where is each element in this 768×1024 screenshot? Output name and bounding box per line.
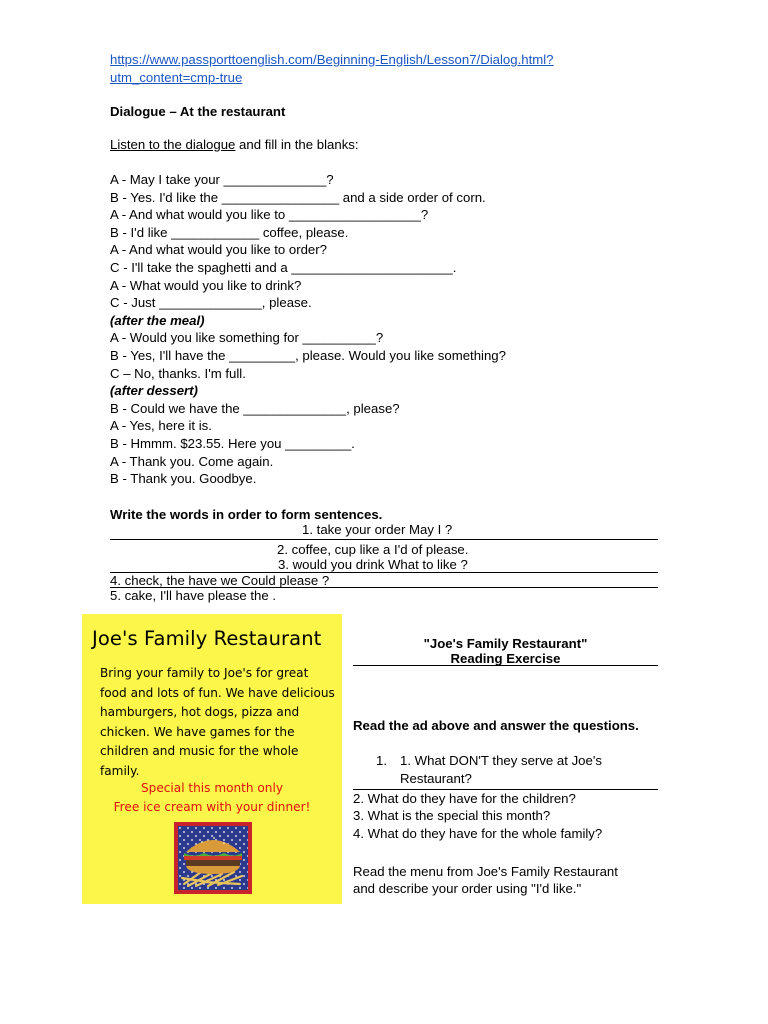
dialogue-line: C - Just ______________, please. xyxy=(110,295,312,311)
dialogue-line: B - Thank you. Goodbye. xyxy=(110,471,257,487)
ad-body: Bring your family to Joe's for great food and lots of fun. We have delicious hamburgers, hot dogs, pizza and chicken. We have games for the children and music for the whole family. xyxy=(100,666,335,778)
dialogue-instruction xyxy=(110,137,359,152)
ad-special-line2: Free ice cream with your dinner! xyxy=(113,800,311,814)
order-item-1: 1. take your order May I ? xyxy=(302,522,453,537)
ad-special-line1: Special this month only xyxy=(140,781,283,795)
restaurant-ad xyxy=(82,614,342,904)
source-link-line1[interactable]: https://www.passporttoenglish.com/Beginning-English/Lesson7/Dialog.html? xyxy=(110,52,554,67)
dialogue-line: C - I'll take the spaghetti and a ______________________. xyxy=(110,260,457,275)
reading-title-line1: "Joe's Family Restaurant" xyxy=(423,636,588,651)
order-section-title: Write the words in order to form sentences. xyxy=(110,507,383,522)
divider xyxy=(353,665,658,666)
question-1-cont: Restaurant? xyxy=(400,771,472,786)
divider xyxy=(353,789,658,790)
dialogue-line: A - Yes, here it is. xyxy=(110,418,212,434)
hamburger-fries-icon xyxy=(174,822,252,894)
instruction-underlined: Listen to the dialogue xyxy=(110,137,236,152)
dialogue-line: B - I'd like ____________ coffee, please. xyxy=(110,224,349,240)
order-item-2: 2. coffee, cup like a I'd of please. xyxy=(277,542,469,557)
stage-direction: (after the meal) xyxy=(110,312,205,328)
dialogue-line: A - And what would you like to order? xyxy=(110,242,327,258)
order-item-3: 3. would you drink What to like ? xyxy=(278,557,468,572)
order-item-5: 5. cake, I'll have please the . xyxy=(110,588,276,603)
reading-title-line2: Reading Exercise xyxy=(450,651,561,666)
dialogue-line: A - And what would you like to __________________? xyxy=(110,207,429,223)
page-heading: Dialogue – At the restaurant xyxy=(110,104,286,119)
ad-title: Joe's Family Restaurant xyxy=(92,627,322,650)
question-4: 4. What do they have for the whole family? xyxy=(353,826,603,841)
question-3: 3. What is the special this month? xyxy=(353,808,551,823)
question-2: 2. What do they have for the children? xyxy=(353,791,576,806)
question-1: 1. What DON'T they serve at Joe's xyxy=(400,753,602,768)
order-item-4: 4. check, the have we Could please ? xyxy=(110,573,330,588)
dialogue-line: B - Yes. I'd like the ________________ and a side order of corn. xyxy=(110,189,486,205)
dialogue-line: B - Yes, I'll have the _________, please. Would you like something? xyxy=(110,348,506,363)
menu-instruction-line1: Read the menu from Joe's Family Restaurant xyxy=(353,864,618,879)
reading-instruction: Read the ad above and answer the questions. xyxy=(353,718,639,733)
question-1-number: 1. xyxy=(376,753,387,768)
menu-instruction-line2: and describe your order using "I'd like." xyxy=(353,881,582,896)
stage-direction: (after dessert) xyxy=(110,383,198,399)
dialogue-line: A - Thank you. Come again. xyxy=(110,453,274,469)
dialogue-line: A - May I take your ______________? xyxy=(110,172,334,187)
dialogue-line: A - Would you like something for __________? xyxy=(110,330,384,346)
dialogue-line: B - Hmmm. $23.55. Here you _________. xyxy=(110,436,355,451)
source-link-line2[interactable]: utm_content=cmp-true xyxy=(110,70,243,85)
divider xyxy=(110,539,658,540)
dialogue-line: B - Could we have the ______________, please? xyxy=(110,400,400,416)
instruction-rest: and fill in the blanks: xyxy=(235,137,359,152)
dialogue-line: C – No, thanks. I'm full. xyxy=(110,365,246,381)
dialogue-line: A - What would you like to drink? xyxy=(110,277,302,293)
